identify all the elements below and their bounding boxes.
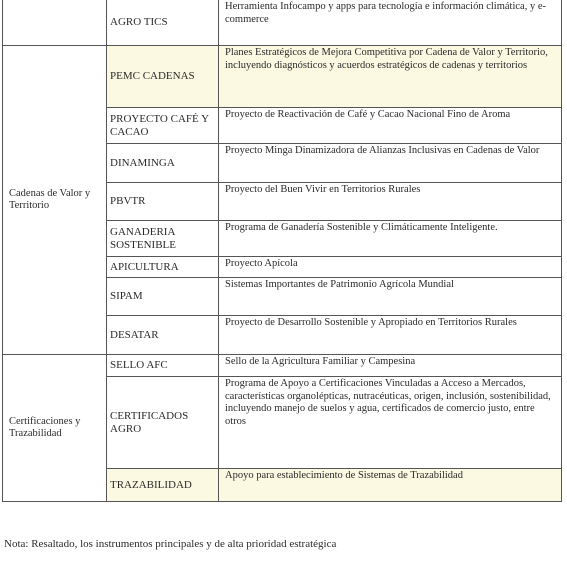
- instrument-code: TRAZABILIDAD: [107, 469, 219, 502]
- instrument-description: Proyecto Apícola: [219, 257, 562, 278]
- group-cell-top: [3, 0, 107, 46]
- instrument-description: Herramienta Infocampo y apps para tecnología e información climática, y e-commerce: [219, 0, 562, 46]
- instrument-code: AGRO TICS: [107, 0, 219, 46]
- instrument-code: GANADERIA SOSTENIBLE: [107, 221, 219, 257]
- instrument-code: SELLO AFC: [107, 355, 219, 377]
- table-row: [3, 46, 562, 108]
- instrument-code: APICULTURA: [107, 257, 219, 278]
- instrument-code: PBVTR: [107, 183, 219, 221]
- group-label: Cadenas de Valor y Territorio: [3, 46, 107, 355]
- instrument-description: Programa de Apoyo a Certificaciones Vinculadas a Acceso a Mercados, características organolépticas, nutracéuticas, origen, inclusión, sostenibilidad, incluyendo manejo de suelos y agua, certificados de comercio justo, entre otros: [219, 377, 562, 469]
- table-row: [3, 355, 562, 377]
- instrument-description: Proyecto del Buen Vivir en Territorios Rurales: [219, 183, 562, 221]
- instrument-code: PROYECTO CAFÉ Y CACAO: [107, 108, 219, 144]
- instrument-description: Apoyo para establecimiento de Sistemas de Trazabilidad: [219, 469, 562, 502]
- instrument-code: DINAMINGA: [107, 144, 219, 183]
- instruments-table: [2, 0, 562, 502]
- instrument-description: Planes Estratégicos de Mejora Competitiva por Cadena de Valor y Territorio, incluyendo diagnósticos y acuerdos estratégicos de cadenas y territorios: [219, 46, 562, 108]
- instrument-code: SIPAM: [107, 278, 219, 316]
- instrument-description: Proyecto Minga Dinamizadora de Alianzas Inclusivas en Cadenas de Valor: [219, 144, 562, 183]
- instrument-code: CERTIFICADOS AGRO: [107, 377, 219, 469]
- instrument-description: Sistemas Importantes de Patrimonio Agrícola Mundial: [219, 278, 562, 316]
- table-row: [3, 0, 562, 46]
- table-note: Nota: Resaltado, los instrumentos principales y de alta prioridad estratégica: [4, 538, 337, 550]
- instrument-description: Proyecto de Reactivación de Café y Cacao Nacional Fino de Aroma: [219, 108, 562, 144]
- instrument-code: PEMC CADENAS: [107, 46, 219, 108]
- group-label: Certificaciones y Trazabilidad: [3, 355, 107, 502]
- instrument-code: DESATAR: [107, 316, 219, 355]
- instrument-description: Programa de Ganadería Sostenible y Climáticamente Inteligente.: [219, 221, 562, 257]
- instrument-description: Sello de la Agricultura Familiar y Campesina: [219, 355, 562, 377]
- instrument-description: Proyecto de Desarrollo Sostenible y Apropiado en Territorios Rurales: [219, 316, 562, 355]
